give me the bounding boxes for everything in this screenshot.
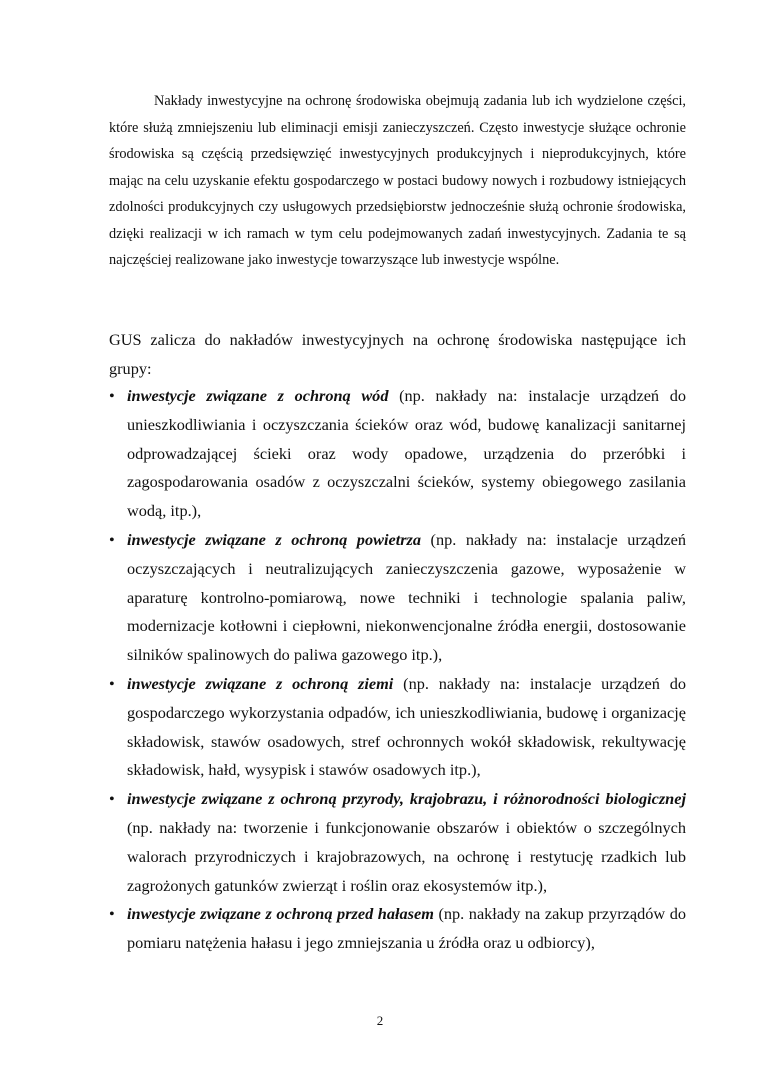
page-number: 2 <box>376 1013 384 1028</box>
list-item-text: (np. nakłady na zakup przyrządów do pomiaru natężenia hałasu i jego zmniejszania u źródła oraz u odbiorcy), <box>127 904 686 953</box>
list-item <box>109 785 686 900</box>
list-item <box>109 900 686 958</box>
list-item-text: (np. nakłady na: instalacje urządzeń do unieszkodliwiania i oczyszczania ścieków oraz wód, budowę kanalizacji sanitarnej odprowadzającej ścieki oraz wody opadowe, urządzenia do przeróbki i zagospodarowania osadów z oczyszczalni ścieków, systemy obiegowego zasilania wodą, itp.), <box>127 386 686 521</box>
list-item-term: inwestycje związane z ochroną ziemi <box>127 673 394 693</box>
list-item <box>109 382 686 526</box>
investment-groups-list <box>109 382 686 958</box>
bullet-icon: • <box>109 904 115 924</box>
list-item-term: inwestycje związane z ochroną powietrza <box>127 529 422 549</box>
bullet-icon: • <box>109 386 115 405</box>
list-item <box>109 526 686 670</box>
bullet-icon: • <box>109 673 115 693</box>
list-item-text: (np. nakłady na: tworzenie i funkcjonowanie obszarów i obiektów o szczególnych walorach przyrodniczych i krajobrazowych, na ochronę i restytucję rzadkich lub zagrożonych gatunków zwierząt i roślin oraz ekosystemów itp.), <box>127 817 686 895</box>
intro-paragraph: Nakłady inwestycyjne na ochronę środowiska obejmują zadania lub ich wydzielone części, które służą zmniejszeniu lub eliminacji emisji zanieczyszczeń. Często inwestycje służące ochronie środowiska są częścią przedsięwzięć inwestycyjnych produkcyjnych i nieprodukcyjnych, które mając na celu uzyskanie efektu gospodarczego w postaci budowy nowych i rozbudowy istniejących zdolności produkcyjnych czy usługowych przedsiębiorstw jednocześnie służą ochronie środowiska, dzięki realizacji w ich ramach w tym celu podejmowanych zadań inwestycyjnych. Zadania te są najczęściej realizowane jako inwestycje towarzyszące lub inwestycje wspólne. <box>109 93 686 268</box>
bullet-icon: • <box>109 529 115 549</box>
list-item-text: (np. nakłady na: instalacje urządzeń do gospodarczego wykorzystania odpadów, ich unieszkodliwiania, budowę i organizację składowisk, stawów osadowych, stref ochronnych wokół składowisk, rekultywację składowisk, hałd, wysypisk i stawów osadowych itp.), <box>127 673 686 780</box>
list-item-text: (np. nakłady na: instalacje urządzeń oczyszczających i neutralizujących zanieczyszczenia gazowe, wyposażenie w aparaturę kontrolno-pomiarową, nowe techniki i technologie spalania paliw, modernizacje kotłowni i ciepłowni, niekonwencjonalne źródła energii, dostosowanie silników spalinowych do paliwa gazowego itp.), <box>127 529 686 665</box>
gus-paragraph: GUS zalicza do nakładów inwestycyjnych na ochronę środowiska następujące ich grupy: <box>109 330 686 378</box>
bullet-icon: • <box>109 789 115 809</box>
list-item-term: inwestycje związane z ochroną przyrody, krajobrazu, i różnorodności biologicznej <box>127 789 686 809</box>
list-item-term: inwestycje związane z ochroną wód <box>127 386 389 405</box>
list-item <box>109 670 686 785</box>
list-item-term: inwestycje związane z ochroną przed hałasem <box>127 904 434 924</box>
